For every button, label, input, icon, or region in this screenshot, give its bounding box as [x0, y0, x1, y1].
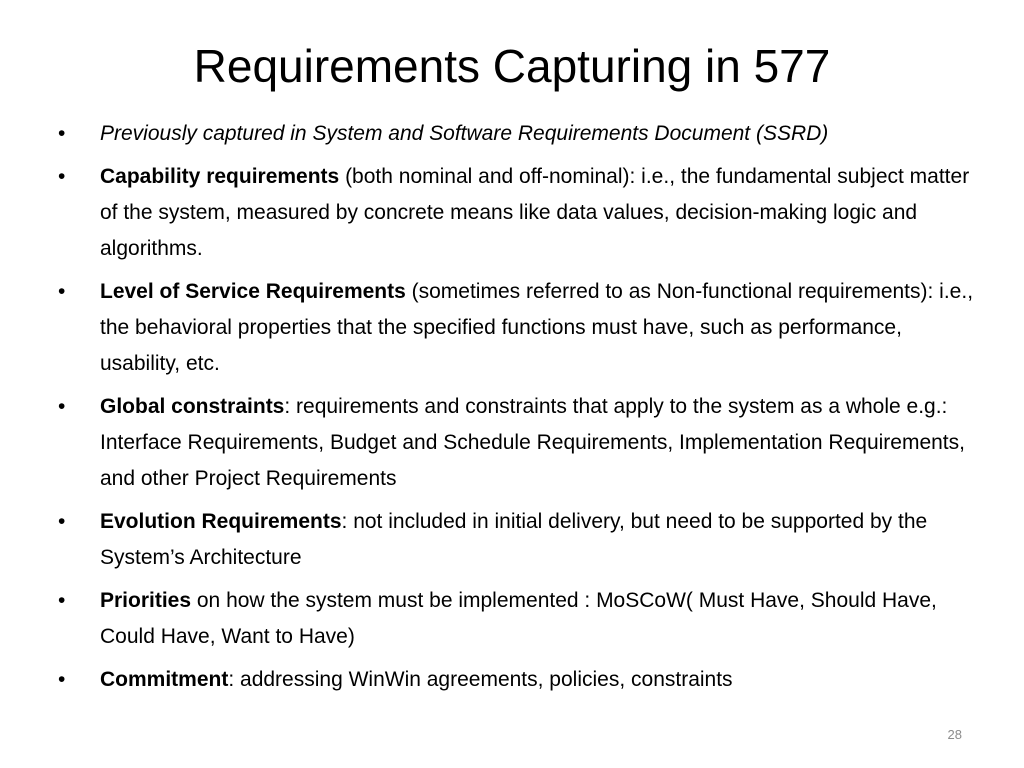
bullet-dot-icon: •	[58, 510, 66, 533]
bullet-dot-icon: •	[58, 668, 66, 691]
bullet-item-commitment	[58, 662, 978, 698]
bullet-lead-text: Priorities	[100, 589, 192, 612]
bullet-body-text: : not included in initial delivery, but need to be supported by the System’s Architecture	[100, 510, 928, 569]
slide-title: Requirements Capturing in 577	[193, 40, 831, 92]
bullet-body-text: : requirements and constraints that apply to the system as a whole e.g.: Interface Requirements, Budget and Schedule Requirements, Implementation Requirements, and other Project Requirements	[100, 395, 965, 490]
bullet-body-text: on how the system must be implemented : MoSCoW( Must Have, Should Have, Could Have, Want to Have)	[100, 589, 937, 648]
slide-number: 28	[947, 727, 962, 742]
bullet-dot-icon: •	[58, 122, 66, 145]
bullet-item-evolution	[58, 504, 978, 576]
bullet-lead-text: Evolution Requirements	[100, 510, 342, 533]
bullet-body-text: (both nominal and off-nominal): i.e., the fundamental subject matter of the system, measured by concrete means like data values, decision-making logic and algorithms.	[100, 165, 970, 260]
bullet-lead-text: Global constraints	[100, 395, 285, 418]
bullet-item-global-constraints	[58, 389, 978, 497]
bullet-dot-icon: •	[58, 395, 66, 418]
bullet-dot-icon: •	[58, 589, 66, 612]
bullet-dot-icon: •	[58, 165, 66, 188]
bullet-lead-text: Capability requirements	[100, 165, 340, 188]
bullet-list	[58, 116, 978, 705]
bullet-item-priorities	[58, 583, 978, 655]
bullet-lead-text: Previously captured in System and Software Requirements Document (SSRD)	[100, 122, 829, 145]
bullet-lead-text: Commitment	[100, 668, 229, 691]
bullet-body-text: (sometimes referred to as Non-functional requirements): i.e., the behavioral properties that the specified functions must have, such as performance, usability, etc.	[100, 280, 974, 375]
bullet-item-ssrd	[58, 116, 978, 152]
bullet-item-capability	[58, 159, 978, 267]
bullet-dot-icon: •	[58, 280, 66, 303]
bullet-body-text: : addressing WinWin agreements, policies, constraints	[228, 668, 733, 691]
bullet-item-level-of-service	[58, 274, 978, 382]
bullet-lead-text: Level of Service Requirements	[100, 280, 406, 303]
